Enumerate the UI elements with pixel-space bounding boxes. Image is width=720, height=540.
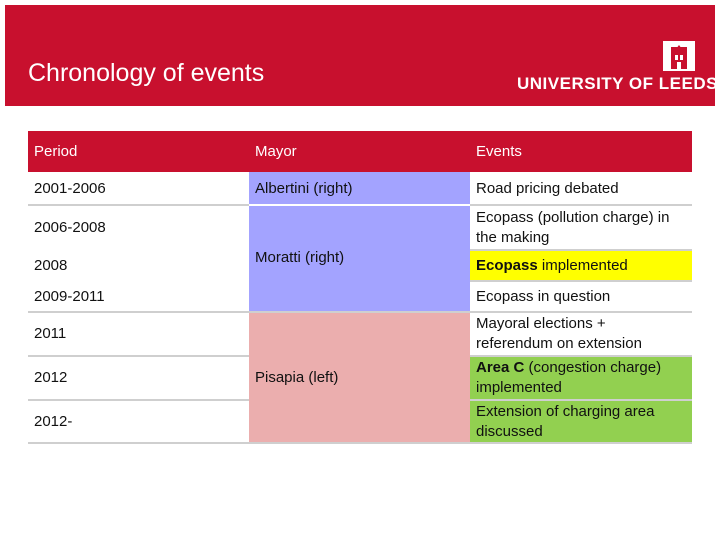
event-text: Extension of charging area discussed (476, 402, 655, 440)
period-cell: 2006-2008 (34, 218, 106, 236)
period-cell: 2009-2011 (34, 287, 105, 305)
row-divider (28, 399, 249, 401)
event-text: Road pricing debated (476, 179, 619, 197)
event-text: implemented (537, 256, 628, 274)
row-divider (28, 355, 249, 357)
event-cell (470, 312, 692, 356)
event-cell-highlighted (470, 400, 692, 443)
period-cell: 2012- (34, 412, 73, 430)
university-logo-text: UNIVERSITY OF LEEDS (517, 74, 718, 93)
mayor-divider (249, 204, 470, 206)
event-text: (congestion charge) implemented (476, 359, 662, 396)
mayor-moratti: Moratti (right) (249, 205, 470, 312)
row-divider (470, 355, 692, 357)
event-text: Ecopass (pollution charge) in the making (476, 208, 670, 246)
table-bottom-rule (28, 442, 692, 444)
event-text: Ecopass in question (476, 287, 611, 305)
row-divider (470, 204, 692, 206)
period-cell: 2012 (34, 369, 68, 386)
header-mayor: Mayor (249, 131, 470, 172)
mayor-albertini: Albertini (right) (249, 172, 470, 205)
period-cell: 2008 (34, 256, 68, 274)
event-text: Mayoral elections + referendum on extension (476, 315, 642, 352)
period-cell: 2001-2006 (34, 179, 106, 197)
period-cell: 2011 (34, 325, 67, 342)
event-cell (470, 172, 692, 205)
row-divider (470, 399, 692, 401)
row-divider (28, 311, 692, 313)
event-cell (470, 205, 692, 250)
event-cell-highlighted (470, 356, 692, 400)
event-bold: Area C (476, 359, 525, 376)
row-divider (470, 280, 692, 282)
header-period: Period (28, 131, 249, 172)
event-cell-highlighted (470, 250, 692, 281)
slide-title: Chronology of events (28, 59, 265, 87)
header-events: Events (470, 131, 692, 172)
row-divider (470, 249, 692, 251)
row-divider (28, 204, 249, 206)
mayor-pisapia: Pisapia (left) (249, 312, 470, 443)
event-bold: Ecopass (476, 256, 538, 274)
event-cell (470, 281, 692, 312)
